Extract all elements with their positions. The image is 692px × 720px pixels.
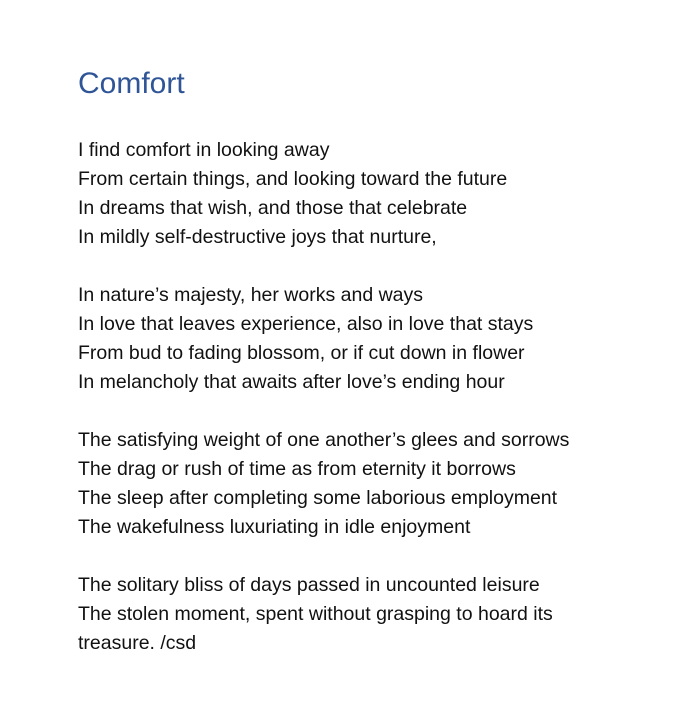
poem-line: The drag or rush of time as from eternity it borrows bbox=[78, 458, 516, 480]
stanza-3 bbox=[78, 426, 678, 542]
poem-line: In mildly self-destructive joys that nurture, bbox=[78, 226, 437, 248]
poem-line: The solitary bliss of days passed in uncounted leisure bbox=[78, 574, 540, 596]
poem-title: Comfort bbox=[78, 67, 185, 100]
poem-line: In melancholy that awaits after love’s ending hour bbox=[78, 371, 505, 393]
poem-body bbox=[78, 136, 678, 687]
poem-line: The wakefulness luxuriating in idle enjoyment bbox=[78, 516, 471, 538]
poem-line: The sleep after completing some laborious employment bbox=[78, 487, 558, 509]
poem-line: In dreams that wish, and those that celebrate bbox=[78, 197, 468, 219]
stanza-4 bbox=[78, 571, 678, 658]
poem-line: From bud to fading blossom, or if cut down in flower bbox=[78, 342, 525, 364]
stanza-2 bbox=[78, 281, 678, 397]
poem-line: In nature’s majesty, her works and ways bbox=[78, 284, 424, 306]
poem-line: The satisfying weight of one another’s glees and sorrows bbox=[78, 429, 570, 451]
poem-line: I find comfort in looking away bbox=[78, 139, 330, 161]
poem-line: From certain things, and looking toward the future bbox=[78, 168, 508, 190]
stanza-1 bbox=[78, 136, 678, 252]
poem-line: In love that leaves experience, also in love that stays bbox=[78, 313, 534, 335]
poem-line: treasure. /csd bbox=[78, 632, 197, 654]
poem-line: The stolen moment, spent without grasping to hoard its bbox=[78, 603, 553, 625]
